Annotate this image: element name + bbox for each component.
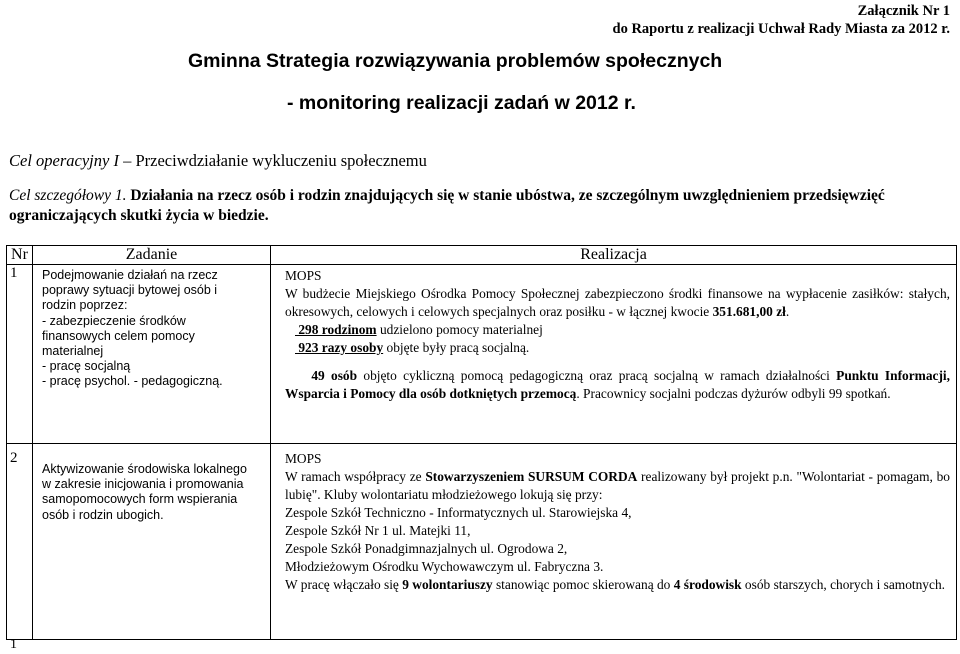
header-task: Zadanie <box>33 246 271 265</box>
page-number: 1 <box>10 637 17 652</box>
table-row <box>7 265 957 444</box>
specific-objective-label: Cel szczegółowy 1. <box>9 187 127 204</box>
annex-note <box>613 2 951 38</box>
objective-label: Cel operacyjny I <box>9 151 119 170</box>
families-text: udzielono pomocy materialnej <box>376 322 543 337</box>
volunteers-paragraph <box>285 576 950 594</box>
school-item: Zespole Szkół Nr 1 ul. Matejki 11, <box>285 523 471 538</box>
annex-line-1: Załącznik Nr 1 <box>857 3 950 19</box>
document-title: Gminna Strategia rozwiązywania problemów społecznych <box>188 50 723 72</box>
school-item: Zespole Szkół Ponadgimnazjalnych ul. Ogrodowa 2, <box>285 541 568 556</box>
budget-paragraph <box>285 285 950 321</box>
table-header-row <box>7 246 957 265</box>
header-nr: Nr <box>7 246 33 265</box>
budget-amount: 351.681,00 zł <box>712 304 786 319</box>
environments-count: 4 środowisk <box>673 577 742 592</box>
task-line: finansowych celem pomocy <box>42 328 195 343</box>
task-line: poprawy sytuacji bytowej osób i <box>42 283 218 298</box>
social-work-text: objęte były pracą socjalną. <box>383 340 530 355</box>
task-line: - pracę socjalną <box>42 359 131 374</box>
header-realization: Realizacja <box>271 246 957 265</box>
families-count: 298 rodzinom <box>295 322 377 337</box>
association-name: Stowarzyszeniem SURSUM CORDA <box>425 469 638 484</box>
task-cell <box>33 444 271 640</box>
volunteers-count: 9 wolontariuszy <box>402 577 493 592</box>
task-line: materialnej <box>42 344 104 359</box>
row-number: 1 <box>7 265 33 444</box>
task-line: Aktywizowanie środowiska lokalnego <box>42 462 247 476</box>
volunteers-text: W pracę włączało się <box>285 577 403 592</box>
families-line <box>285 321 950 339</box>
specific-objective-text: Działania na rzecz osób i rodzin znajdujących się w stanie ubóstwa, ze szczególnym uwzględnieniem przedsięwzięć ograniczających skutki życia w biedzie. <box>9 187 885 224</box>
task-cell <box>33 265 271 444</box>
annex-line-2: do Raportu z realizacji Uchwał Rady Miasta za 2012 r. <box>612 21 950 37</box>
volunteers-end: osób starszych, chorych i samotnych. <box>741 577 945 592</box>
task-line: osób i rodzin ubogich. <box>42 507 164 522</box>
task-line: - pracę psychol. - pedagogiczną. <box>42 374 223 389</box>
support-end: . Pracownicy socjalni podczas dyżurów odbyli 99 spotkań. <box>576 386 891 401</box>
social-work-line <box>285 339 950 357</box>
cooperation-end: realizowany był projekt p.n. "Wolontariat - pomagam, bo lubię". Kluby wolontariatu młodzieżowego lokują się przy: <box>285 469 950 502</box>
social-work-count: 923 razy osoby <box>295 340 384 355</box>
specific-objective <box>9 186 953 226</box>
task-line: - zabezpieczenie środków <box>42 313 186 328</box>
realization-cell <box>271 265 957 444</box>
operational-objective <box>9 151 427 171</box>
task-line: w zakresie inicjowania i promowania <box>42 477 244 492</box>
support-text: objęto cykliczną pomocą pedagogiczną oraz pracą socjalną w ramach działalności <box>357 368 837 383</box>
volunteers-mid: stanowiąc pomoc skierowaną do <box>492 577 674 592</box>
objective-text: – Przeciwdziałanie wykluczeniu społecznemu <box>118 151 427 170</box>
cooperation-paragraph <box>285 468 950 504</box>
support-point-name: Punktu Informacji, Wsparcia i Pomocy dla osób dotkniętych przemocą <box>285 368 950 401</box>
table-row <box>7 444 957 640</box>
row-number: 2 <box>7 444 33 640</box>
school-item: Zespole Szkół Techniczno - Informatycznych ul. Starowiejska 4, <box>285 505 632 520</box>
task-line: Podejmowanie działań na rzecz <box>42 268 218 282</box>
realization-cell <box>271 444 957 640</box>
task-line: rodzin poprzez: <box>42 298 128 313</box>
support-paragraph <box>285 367 950 403</box>
unit-label: MOPS <box>285 451 322 466</box>
monitoring-table <box>6 245 957 640</box>
budget-end: . <box>785 304 790 319</box>
budget-text: W budżecie Miejskiego Ośrodka Pomocy Społecznej zabezpieczono środki finansowe na wypłacenie zasiłków: stałych, okresowych, celowych i celowych specjalnych oraz posiłku - w łącznej kwocie <box>285 286 950 319</box>
document-subtitle: - monitoring realizacji zadań w 2012 r. <box>287 92 636 114</box>
school-item: Młodzieżowym Ośrodku Wychowawczym ul. Fabryczna 3. <box>285 559 604 574</box>
task-line: samopomocowych form wspierania <box>42 492 238 507</box>
support-count: 49 osób <box>311 368 358 383</box>
cooperation-text: W ramach współpracy ze <box>285 469 426 484</box>
unit-label: MOPS <box>285 268 322 283</box>
